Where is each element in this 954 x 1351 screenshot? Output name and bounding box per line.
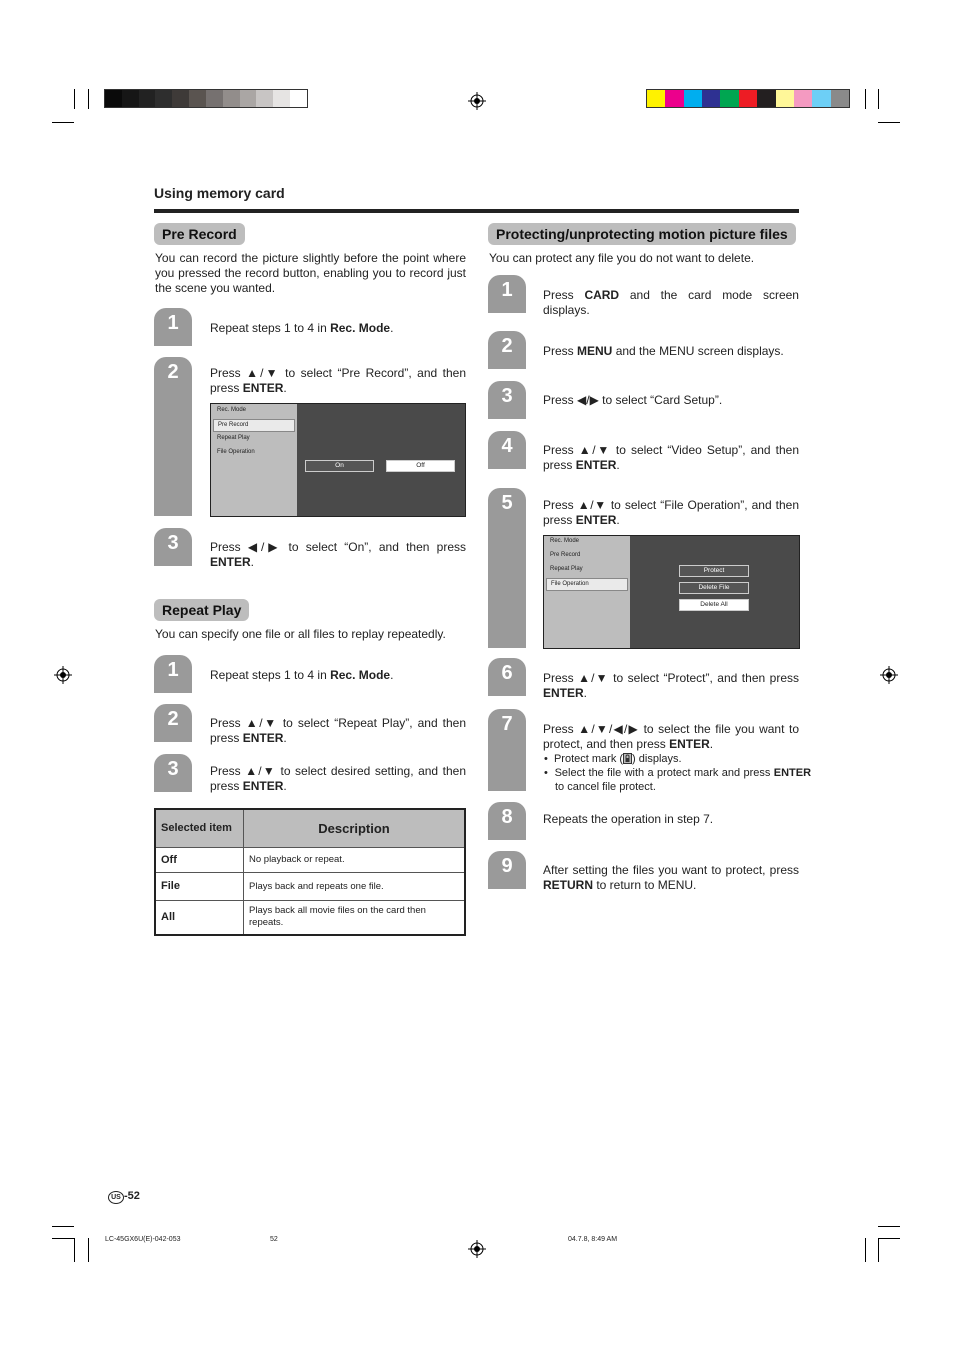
on-button[interactable]: On [305, 460, 374, 472]
step-text: Press ▲/▼ to select “Video Setup”, and then press ENTER. [543, 443, 799, 472]
crop-mark [88, 1238, 89, 1262]
menu-item[interactable]: Rec. Mode [217, 407, 247, 413]
color-swatch [776, 90, 794, 107]
step-number: 1 [154, 655, 192, 693]
crop-mark [878, 1238, 900, 1239]
off-button[interactable]: Off [386, 460, 455, 472]
step-number: 2 [154, 357, 192, 516]
step-text: Press CARD and the card mode screen displays. [543, 288, 799, 317]
step-number: 1 [488, 275, 526, 313]
header-rule [154, 209, 799, 213]
color-swatch [155, 90, 172, 107]
color-bar [646, 89, 850, 108]
registration-target-icon [468, 1240, 486, 1258]
color-swatch [665, 90, 683, 107]
table-cell: Off [155, 847, 244, 872]
step-number: 9 [488, 851, 526, 889]
step-text: Press ▲/▼/◀/▶ to select the file you want to protect, and then press ENTER. [543, 722, 799, 751]
step-number: 5 [488, 488, 526, 648]
menu-item[interactable]: File Operation [217, 449, 255, 455]
step-number: 3 [154, 528, 192, 566]
crop-mark [878, 89, 879, 109]
table-cell: Plays back and repeats one file. [244, 872, 466, 900]
color-swatch [794, 90, 812, 107]
step-text: Press ◀/▶ to select “Card Setup”. [543, 393, 723, 407]
footer-sheet: 52 [270, 1236, 278, 1243]
registration-target-icon [880, 666, 898, 684]
color-swatch [240, 90, 257, 107]
table-cell: Plays back all movie files on the card then repeats. [244, 900, 466, 935]
menu-item[interactable]: Repeat Play [550, 566, 583, 572]
step-number: 1 [154, 308, 192, 346]
crop-mark [74, 1238, 75, 1262]
color-swatch [702, 90, 720, 107]
crop-mark [878, 1226, 900, 1227]
step-text: Press ▲/▼ to select desired setting, and then press ENTER. [210, 764, 466, 793]
crop-mark [878, 1238, 879, 1262]
crop-mark [52, 1226, 74, 1227]
table-row [155, 872, 465, 900]
repeat-play-heading: Repeat Play [154, 599, 249, 621]
step-number: 8 [488, 802, 526, 840]
color-swatch [739, 90, 757, 107]
menu-item[interactable]: Repeat Play [217, 435, 250, 441]
color-swatch [812, 90, 830, 107]
step-number: 2 [154, 704, 192, 742]
step-text: Press ▲/▼ to select “Protect”, and then press ENTER. [543, 671, 799, 700]
protect-intro: You can protect any file you do not want to delete. [489, 251, 755, 265]
footer-file: LC-45GX6U(E)-042-053 [105, 1236, 181, 1243]
crop-mark [52, 1238, 74, 1239]
step-number: 4 [488, 431, 526, 469]
menu-item-selected[interactable]: Pre Record [213, 419, 295, 432]
color-swatch [757, 90, 775, 107]
step-text: Press ◀/▶ to select “On”, and then press ENTER. [210, 540, 466, 569]
color-swatch [256, 90, 273, 107]
step-text: Repeat steps 1 to 4 in Rec. Mode. [210, 321, 394, 335]
bullet-item: • Select the file with a protect mark and press ENTER to cancel file protect. [544, 767, 812, 793]
color-swatch [122, 90, 139, 107]
color-swatch [290, 90, 307, 107]
step-number: 3 [154, 754, 192, 792]
step-text: Press ▲/▼ to select “Pre Record”, and then press ENTER. [210, 366, 466, 395]
color-swatch [139, 90, 156, 107]
step-text: After setting the files you want to protect, press RETURN to return to MENU. [543, 863, 799, 892]
step-text: Press MENU and the MENU screen displays. [543, 344, 784, 358]
page-title: Using memory card [154, 185, 285, 201]
table-header: Description [244, 809, 466, 847]
pre-record-menu-screen [210, 403, 466, 517]
footer-stamp: 04.7.8, 8:49 AM [568, 1236, 618, 1243]
pre-record-intro: You can record the picture slightly before the point where you pressed the record button, enabling you to record just the scene you wanted. [155, 251, 466, 295]
step-text: Press ▲/▼ to select “File Operation”, and then press ENTER. [543, 498, 799, 527]
step-text: Repeat steps 1 to 4 in Rec. Mode. [210, 668, 394, 682]
menu-item[interactable]: Pre Record [550, 552, 581, 558]
color-swatch [105, 90, 122, 107]
crop-mark [865, 1238, 866, 1262]
color-swatch [647, 90, 665, 107]
color-swatch [720, 90, 738, 107]
step-number: 3 [488, 381, 526, 419]
color-swatch [831, 90, 849, 107]
crop-mark [88, 89, 89, 109]
step-text: Repeats the operation in step 7. [543, 812, 714, 826]
table-row [155, 900, 465, 935]
color-swatch [189, 90, 206, 107]
page-number: US -52 [108, 1190, 140, 1204]
registration-target-icon [468, 92, 486, 110]
file-operation-menu-screen [543, 535, 800, 649]
table-cell: No playback or repeat. [244, 847, 466, 872]
step-number: 7 [488, 709, 526, 791]
region-badge: US [108, 1191, 124, 1204]
bullet-item: • Protect mark ( ) displays. [544, 753, 682, 765]
step-number: 6 [488, 658, 526, 696]
delete-file-button[interactable]: Delete File [679, 582, 749, 594]
grayscale-bar [104, 89, 308, 108]
color-swatch [223, 90, 240, 107]
crop-mark [865, 89, 866, 109]
repeat-play-table [154, 808, 466, 936]
color-swatch [684, 90, 702, 107]
step-text: Press ▲/▼ to select “Repeat Play”, and then press ENTER. [210, 716, 466, 745]
protect-button[interactable]: Protect [679, 565, 749, 577]
color-swatch [206, 90, 223, 107]
color-swatch [172, 90, 189, 107]
table-header: Selected item [155, 809, 244, 847]
pre-record-heading: Pre Record [154, 223, 245, 245]
table-cell: All [155, 900, 244, 935]
repeat-play-intro: You can specify one file or all files to replay repeatedly. [155, 627, 446, 641]
table-cell: File [155, 872, 244, 900]
table-row [155, 847, 465, 872]
menu-item-selected[interactable]: File Operation [546, 578, 628, 591]
crop-mark [74, 89, 75, 109]
step-number: 2 [488, 331, 526, 369]
delete-all-button[interactable]: Delete All [679, 599, 749, 611]
color-swatch [273, 90, 290, 107]
crop-mark [52, 122, 74, 123]
protect-heading: Protecting/unprotecting motion picture files [488, 223, 796, 245]
menu-item[interactable]: Rec. Mode [550, 538, 580, 544]
crop-mark [878, 122, 900, 123]
registration-target-icon [54, 666, 72, 684]
lock-icon [623, 753, 632, 764]
